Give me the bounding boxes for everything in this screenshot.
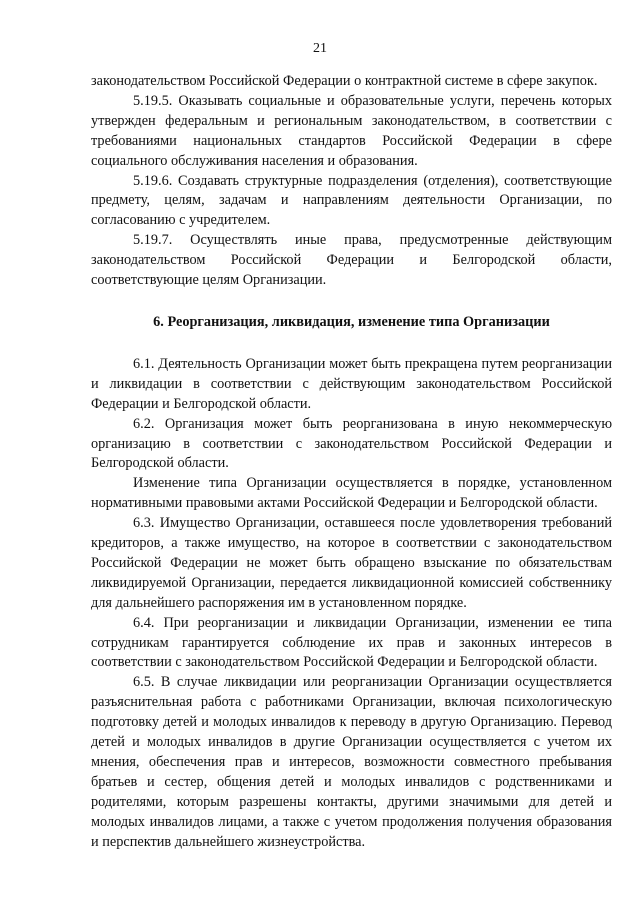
paragraph-continuation: законодательством Российской Федерации о контрактной системе в сфере закупок. — [91, 73, 598, 89]
section-heading: 6. Реорганизация, ликвидация, изменение типа Организации — [153, 313, 550, 330]
paragraph-6-4: 6.4. При реорганизации и ликвидации Организации, изменении ее типа сотрудникам гарантируется соблюдение их прав и законных интересов в соответствии с законодательством Российской Федерации и Белгородской области. — [91, 614, 612, 671]
paragraph-6-1: 6.1. Деятельность Организации может быть прекращена путем реорганизации и ликвидации в соответствии с действующим законодательством Российской Федерации и Белгородской области. — [91, 355, 612, 412]
paragraph-6-2: 6.2. Организация может быть реорганизована в иную некоммерческую организацию в соответствии с законодательством Российской Федерации и Белгородской области. — [91, 415, 612, 472]
document-body — [91, 72, 612, 853]
paragraph-5-19-6: 5.19.6. Создавать структурные подразделения (отделения), соответствующие предмету, целям, задачам и направлениям деятельности Организации, по согласованию с учредителем. — [91, 172, 612, 229]
paragraph-5-19-7: 5.19.7. Осуществлять иные права, предусмотренные действующим законодательством Российской Федерации и Белгородской области, соответствующие целям Организации. — [91, 232, 612, 289]
paragraph-type-change: Изменение типа Организации осуществляется в порядке, установленном нормативными правовыми актами Российской Федерации и Белгородской области. — [91, 475, 612, 512]
paragraph-5-19-5: 5.19.5. Оказывать социальные и образовательные услуги, перечень которых утвержден федеральным и региональным законодательством, в соответствии с требованиями национальных стандартов Российской Федерации в сфере социального обслуживания населения и образования. — [91, 92, 612, 169]
paragraph-6-3: 6.3. Имущество Организации, оставшееся после удовлетворения требований кредиторов, а также имущество, на которое в соответствии с законодательством Российской Федерации не может быть обращено взыскание по обязательствам ликвидируемой Организации, передается ликвидационной комиссией собственнику для дальнейшего распоряжения им в установленном порядке. — [91, 515, 612, 611]
page-number: 21 — [313, 41, 327, 56]
paragraph-6-5: 6.5. В случае ликвидации или реорганизации Организации осуществляется разъяснительная работа с работниками Организации, включая психологическую подготовку детей и молодых инвалидов к переводу в другую Организацию. Перевод детей и молодых инвалидов в другие Организации осуществляется с учетом их мнения, обеспечения прав и интересов, возможности совместного пребывания братьев и сестер, общения детей и молодых инвалидов с родственниками и родителями, которым разрешены контакты, другими значимыми для детей и молодых инвалидов лицами, а также с учетом продолжения получения образования и перспектив дальнейшего жизнеустройства. — [91, 674, 612, 850]
